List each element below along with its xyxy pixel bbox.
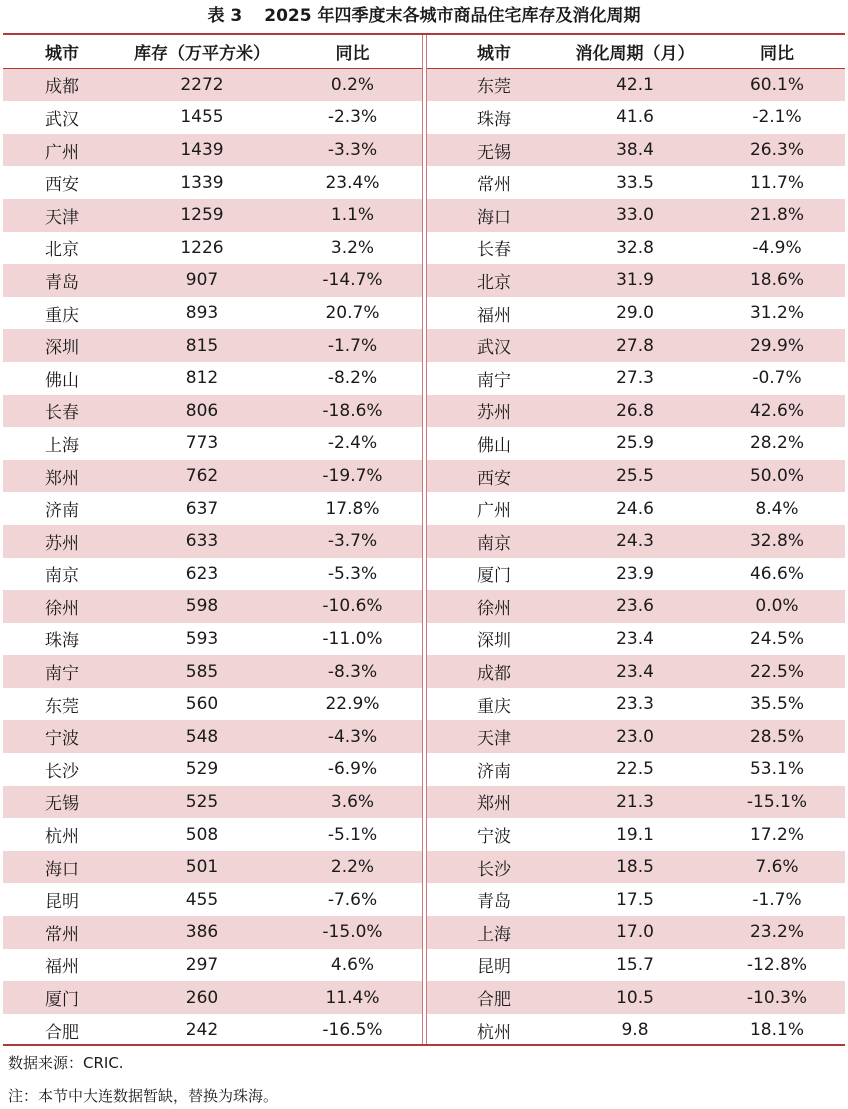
absorption-cell: 8.4% xyxy=(709,492,845,525)
table-row xyxy=(3,916,422,949)
absorption-cell: 济南 xyxy=(427,753,561,786)
absorption-cell: 徐州 xyxy=(427,590,561,623)
inventory-cell: 东莞 xyxy=(3,688,121,721)
inventory-cell: 常州 xyxy=(3,916,121,949)
inventory-cell: 623 xyxy=(121,558,283,591)
table-row xyxy=(427,199,845,232)
table-row xyxy=(3,949,422,982)
table-row xyxy=(427,329,845,362)
absorption-cell: 福州 xyxy=(427,297,561,330)
table-row xyxy=(3,199,422,232)
inventory-cell: 455 xyxy=(121,883,283,916)
table-row xyxy=(427,590,845,623)
table-row xyxy=(427,395,845,428)
absorption-cell: 24.5% xyxy=(709,623,845,656)
absorption-cell: 22.5% xyxy=(709,655,845,688)
inventory-cell: 22.9% xyxy=(283,688,422,721)
absorption-cell: 38.4 xyxy=(561,134,709,167)
inventory-cell: 773 xyxy=(121,427,283,460)
inventory-table-header xyxy=(3,35,422,68)
absorption-cell: 天津 xyxy=(427,720,561,753)
absorption-cell: 26.3% xyxy=(709,134,845,167)
absorption-cell: 18.6% xyxy=(709,264,845,297)
table-row xyxy=(3,688,422,721)
absorption-cell: 10.5 xyxy=(561,981,709,1014)
absorption-cell: 宁波 xyxy=(427,818,561,851)
absorption-cell: 17.5 xyxy=(561,883,709,916)
absorption-cell: 35.5% xyxy=(709,688,845,721)
absorption-cell: 东莞 xyxy=(427,68,561,101)
inventory-cell: 上海 xyxy=(3,427,121,460)
inventory-cell: 深圳 xyxy=(3,329,121,362)
table-row xyxy=(427,492,845,525)
inventory-cell: -1.7% xyxy=(283,329,422,362)
inventory-cell: 北京 xyxy=(3,232,121,265)
inventory-cell: 苏州 xyxy=(3,525,121,558)
absorption-cell: -0.7% xyxy=(709,362,845,395)
bottom-rule xyxy=(3,1044,845,1046)
table-row xyxy=(427,688,845,721)
absorption-cell: 常州 xyxy=(427,166,561,199)
absorption-cell: 厦门 xyxy=(427,558,561,591)
inventory-table xyxy=(3,35,422,1046)
inventory-cell: 17.8% xyxy=(283,492,422,525)
inventory-header-cell: 库存（万平方米） xyxy=(121,35,283,68)
absorption-cell: -10.3% xyxy=(709,981,845,1014)
table-row xyxy=(3,134,422,167)
absorption-cell: 24.6 xyxy=(561,492,709,525)
absorption-cell: 28.2% xyxy=(709,427,845,460)
absorption-cell: 西安 xyxy=(427,460,561,493)
inventory-cell: 合肥 xyxy=(3,1014,121,1047)
inventory-cell: 529 xyxy=(121,753,283,786)
table-row xyxy=(3,558,422,591)
table-row xyxy=(3,1014,422,1047)
table-row xyxy=(427,264,845,297)
absorption-cell: -2.1% xyxy=(709,101,845,134)
absorption-cell: 佛山 xyxy=(427,427,561,460)
inventory-cell: 4.6% xyxy=(283,949,422,982)
absorption-cell: 7.6% xyxy=(709,851,845,884)
inventory-cell: 昆明 xyxy=(3,883,121,916)
absorption-table xyxy=(427,35,845,1046)
absorption-cell: 23.4 xyxy=(561,655,709,688)
table-row xyxy=(3,329,422,362)
absorption-cell: 42.1 xyxy=(561,68,709,101)
inventory-cell: -8.3% xyxy=(283,655,422,688)
inventory-cell: 济南 xyxy=(3,492,121,525)
inventory-cell: 武汉 xyxy=(3,101,121,134)
absorption-cell: 北京 xyxy=(427,264,561,297)
absorption-cell: 南宁 xyxy=(427,362,561,395)
absorption-cell: 53.1% xyxy=(709,753,845,786)
inventory-cell: -3.7% xyxy=(283,525,422,558)
inventory-cell: 260 xyxy=(121,981,283,1014)
inventory-cell: 297 xyxy=(121,949,283,982)
table-number: 表 3 xyxy=(207,6,243,26)
table-row xyxy=(3,427,422,460)
table-row xyxy=(427,818,845,851)
table-row xyxy=(427,297,845,330)
absorption-cell: 23.4 xyxy=(561,623,709,656)
inventory-cell: -2.4% xyxy=(283,427,422,460)
inventory-cell: 0.2% xyxy=(283,68,422,101)
inventory-cell: 598 xyxy=(121,590,283,623)
inventory-cell: 893 xyxy=(121,297,283,330)
table-row xyxy=(3,786,422,819)
inventory-cell: 637 xyxy=(121,492,283,525)
table-row xyxy=(427,362,845,395)
inventory-cell: 宁波 xyxy=(3,720,121,753)
absorption-table-header xyxy=(427,35,845,68)
absorption-cell: 长沙 xyxy=(427,851,561,884)
inventory-cell: -11.0% xyxy=(283,623,422,656)
inventory-cell: 815 xyxy=(121,329,283,362)
table-row xyxy=(3,753,422,786)
inventory-cell: 386 xyxy=(121,916,283,949)
inventory-cell: 3.2% xyxy=(283,232,422,265)
inventory-header-cell: 同比 xyxy=(283,35,422,68)
absorption-cell: 9.8 xyxy=(561,1014,709,1047)
inventory-cell: 海口 xyxy=(3,851,121,884)
inventory-header-cell: 城市 xyxy=(3,35,121,68)
table-row xyxy=(427,883,845,916)
absorption-cell: 南京 xyxy=(427,525,561,558)
absorption-cell: 深圳 xyxy=(427,623,561,656)
table-row xyxy=(3,883,422,916)
table-row xyxy=(427,68,845,101)
absorption-cell: 18.1% xyxy=(709,1014,845,1047)
absorption-cell: 32.8% xyxy=(709,525,845,558)
inventory-cell: 548 xyxy=(121,720,283,753)
inventory-cell: -16.5% xyxy=(283,1014,422,1047)
inventory-cell: 2272 xyxy=(121,68,283,101)
table-row xyxy=(427,101,845,134)
table-row xyxy=(3,264,422,297)
absorption-cell: 21.8% xyxy=(709,199,845,232)
absorption-cell: 23.2% xyxy=(709,916,845,949)
table-row xyxy=(3,655,422,688)
table-row xyxy=(427,525,845,558)
absorption-cell: 42.6% xyxy=(709,395,845,428)
inventory-cell: 242 xyxy=(121,1014,283,1047)
absorption-cell: 23.0 xyxy=(561,720,709,753)
inventory-cell: 重庆 xyxy=(3,297,121,330)
absorption-cell: 郑州 xyxy=(427,786,561,819)
absorption-cell: -1.7% xyxy=(709,883,845,916)
table-row xyxy=(427,720,845,753)
table-row xyxy=(427,558,845,591)
inventory-cell: 501 xyxy=(121,851,283,884)
inventory-cell: -2.3% xyxy=(283,101,422,134)
table-row xyxy=(3,981,422,1014)
inventory-cell: 2.2% xyxy=(283,851,422,884)
inventory-cell: 560 xyxy=(121,688,283,721)
data-source-note: 数据来源：CRIC. xyxy=(8,1054,124,1072)
absorption-cell: -4.9% xyxy=(709,232,845,265)
absorption-cell: 上海 xyxy=(427,916,561,949)
inventory-cell: -4.3% xyxy=(283,720,422,753)
absorption-cell: 11.7% xyxy=(709,166,845,199)
absorption-cell: 24.3 xyxy=(561,525,709,558)
table-row xyxy=(427,1014,845,1047)
absorption-cell: 50.0% xyxy=(709,460,845,493)
inventory-cell: 593 xyxy=(121,623,283,656)
inventory-cell: -14.7% xyxy=(283,264,422,297)
absorption-cell: 31.9 xyxy=(561,264,709,297)
inventory-cell: -15.0% xyxy=(283,916,422,949)
inventory-cell: 1339 xyxy=(121,166,283,199)
inventory-cell: 1259 xyxy=(121,199,283,232)
table-row xyxy=(3,460,422,493)
absorption-cell: 23.6 xyxy=(561,590,709,623)
absorption-cell: 25.5 xyxy=(561,460,709,493)
table-row xyxy=(3,492,422,525)
absorption-cell: -12.8% xyxy=(709,949,845,982)
table-row xyxy=(427,916,845,949)
inventory-cell: 长春 xyxy=(3,395,121,428)
absorption-cell: 成都 xyxy=(427,655,561,688)
column-divider-left xyxy=(422,35,423,1044)
inventory-cell: 无锡 xyxy=(3,786,121,819)
inventory-cell: 3.6% xyxy=(283,786,422,819)
table-row xyxy=(427,851,845,884)
table-row xyxy=(427,981,845,1014)
absorption-cell: 33.5 xyxy=(561,166,709,199)
absorption-cell: 长春 xyxy=(427,232,561,265)
table-row xyxy=(3,166,422,199)
absorption-cell: 广州 xyxy=(427,492,561,525)
inventory-cell: 1226 xyxy=(121,232,283,265)
inventory-cell: 成都 xyxy=(3,68,121,101)
table-row xyxy=(3,68,422,101)
absorption-cell: 25.9 xyxy=(561,427,709,460)
inventory-cell: 郑州 xyxy=(3,460,121,493)
absorption-cell: 昆明 xyxy=(427,949,561,982)
absorption-cell: 17.0 xyxy=(561,916,709,949)
inventory-cell: 633 xyxy=(121,525,283,558)
inventory-cell: 20.7% xyxy=(283,297,422,330)
absorption-cell: 41.6 xyxy=(561,101,709,134)
absorption-cell: 0.0% xyxy=(709,590,845,623)
inventory-cell: 厦门 xyxy=(3,981,121,1014)
inventory-cell: -19.7% xyxy=(283,460,422,493)
absorption-cell: 32.8 xyxy=(561,232,709,265)
inventory-cell: -7.6% xyxy=(283,883,422,916)
inventory-cell: 西安 xyxy=(3,166,121,199)
absorption-cell: 23.3 xyxy=(561,688,709,721)
inventory-cell: 1.1% xyxy=(283,199,422,232)
inventory-cell: 珠海 xyxy=(3,623,121,656)
absorption-cell: 17.2% xyxy=(709,818,845,851)
inventory-cell: 杭州 xyxy=(3,818,121,851)
inventory-cell: 长沙 xyxy=(3,753,121,786)
absorption-cell: 29.9% xyxy=(709,329,845,362)
inventory-cell: 762 xyxy=(121,460,283,493)
absorption-cell: 杭州 xyxy=(427,1014,561,1047)
absorption-cell: 青岛 xyxy=(427,883,561,916)
inventory-cell: -18.6% xyxy=(283,395,422,428)
inventory-cell: 佛山 xyxy=(3,362,121,395)
inventory-cell: 806 xyxy=(121,395,283,428)
inventory-cell: -8.2% xyxy=(283,362,422,395)
table-row xyxy=(3,525,422,558)
inventory-cell: 青岛 xyxy=(3,264,121,297)
table-row xyxy=(3,101,422,134)
absorption-cell: 27.3 xyxy=(561,362,709,395)
inventory-cell: 天津 xyxy=(3,199,121,232)
table-row xyxy=(3,297,422,330)
inventory-cell: 1439 xyxy=(121,134,283,167)
absorption-cell: 33.0 xyxy=(561,199,709,232)
inventory-cell: -5.3% xyxy=(283,558,422,591)
table-row xyxy=(427,949,845,982)
table-row xyxy=(427,232,845,265)
absorption-cell: 无锡 xyxy=(427,134,561,167)
table-row xyxy=(3,362,422,395)
absorption-header-cell: 消化周期（月） xyxy=(561,35,709,68)
absorption-cell: 60.1% xyxy=(709,68,845,101)
table-row xyxy=(3,395,422,428)
inventory-cell: 585 xyxy=(121,655,283,688)
inventory-cell: 1455 xyxy=(121,101,283,134)
inventory-cell: 徐州 xyxy=(3,590,121,623)
footnote: 注：本节中大连数据暂缺，替换为珠海。 xyxy=(8,1087,279,1105)
absorption-cell: 46.6% xyxy=(709,558,845,591)
table-title-text: 2025 年四季度末各城市商品住宅库存及消化周期 xyxy=(264,6,641,26)
absorption-cell: 15.7 xyxy=(561,949,709,982)
absorption-cell: 18.5 xyxy=(561,851,709,884)
inventory-cell: 11.4% xyxy=(283,981,422,1014)
absorption-cell: 23.9 xyxy=(561,558,709,591)
absorption-header-cell: 城市 xyxy=(427,35,561,68)
absorption-cell: 珠海 xyxy=(427,101,561,134)
inventory-cell: -5.1% xyxy=(283,818,422,851)
absorption-cell: 武汉 xyxy=(427,329,561,362)
table-row xyxy=(3,590,422,623)
absorption-cell: 合肥 xyxy=(427,981,561,1014)
inventory-cell: 南京 xyxy=(3,558,121,591)
table-row xyxy=(427,166,845,199)
absorption-cell: 19.1 xyxy=(561,818,709,851)
absorption-cell: 29.0 xyxy=(561,297,709,330)
absorption-cell: 26.8 xyxy=(561,395,709,428)
absorption-cell: 27.8 xyxy=(561,329,709,362)
inventory-cell: -6.9% xyxy=(283,753,422,786)
absorption-header-cell: 同比 xyxy=(709,35,845,68)
absorption-cell: 22.5 xyxy=(561,753,709,786)
inventory-cell: 812 xyxy=(121,362,283,395)
inventory-cell: 福州 xyxy=(3,949,121,982)
inventory-cell: -3.3% xyxy=(283,134,422,167)
inventory-cell: 23.4% xyxy=(283,166,422,199)
absorption-cell: 重庆 xyxy=(427,688,561,721)
absorption-cell: 苏州 xyxy=(427,395,561,428)
table-row xyxy=(427,460,845,493)
table-title xyxy=(0,3,848,29)
table-row xyxy=(3,720,422,753)
table-row xyxy=(427,786,845,819)
table-row xyxy=(427,427,845,460)
table-row xyxy=(3,818,422,851)
inventory-cell: 907 xyxy=(121,264,283,297)
inventory-cell: 南宁 xyxy=(3,655,121,688)
inventory-cell: -10.6% xyxy=(283,590,422,623)
table-row xyxy=(3,232,422,265)
inventory-cell: 525 xyxy=(121,786,283,819)
table-row xyxy=(427,134,845,167)
table-row xyxy=(427,623,845,656)
table-row xyxy=(427,655,845,688)
inventory-cell: 508 xyxy=(121,818,283,851)
table-row xyxy=(3,623,422,656)
absorption-cell: 21.3 xyxy=(561,786,709,819)
inventory-cell: 广州 xyxy=(3,134,121,167)
absorption-cell: 28.5% xyxy=(709,720,845,753)
table-row xyxy=(3,851,422,884)
table-row xyxy=(427,753,845,786)
absorption-cell: 海口 xyxy=(427,199,561,232)
absorption-cell: -15.1% xyxy=(709,786,845,819)
absorption-cell: 31.2% xyxy=(709,297,845,330)
